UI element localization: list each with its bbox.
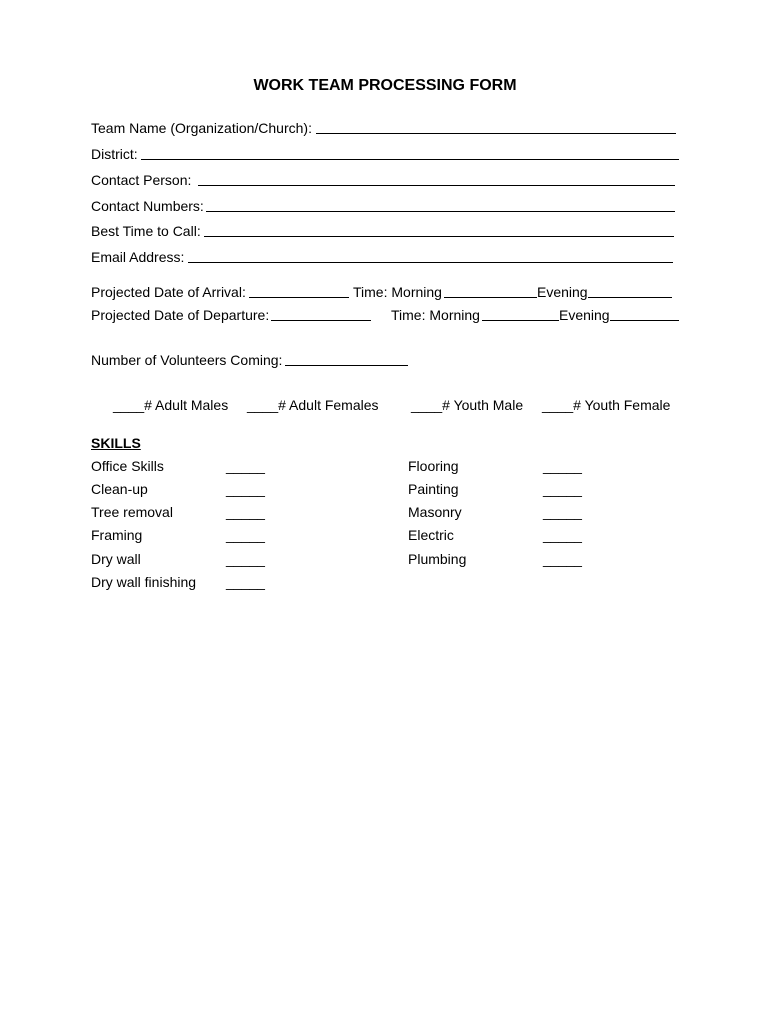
skill-label: Office Skills: [91, 458, 164, 474]
form-title: WORK TEAM PROCESSING FORM: [253, 77, 517, 94]
skill-blank[interactable]: _____: [226, 551, 265, 567]
departure-evening-field[interactable]: [610, 320, 679, 321]
email-field[interactable]: [188, 262, 673, 263]
skill-label: Masonry: [408, 504, 462, 520]
skill-label: Dry wall finishing: [91, 574, 197, 590]
email-label: Email Address:: [91, 249, 185, 265]
departure-label: Projected Date of Departure:: [91, 307, 270, 323]
skill-blank[interactable]: _____: [543, 504, 582, 520]
adult-males-field[interactable]: ____# Adult Males: [113, 397, 229, 413]
skill-label: Clean-up: [91, 481, 148, 497]
departure-evening-label: Evening: [559, 307, 610, 323]
volunteers-count-field[interactable]: [285, 365, 408, 366]
arrival-date-field[interactable]: [249, 297, 349, 298]
departure-morning-field[interactable]: [482, 320, 559, 321]
skill-label: Framing: [91, 527, 143, 543]
skill-label: Plumbing: [408, 551, 467, 567]
skill-label: Electric: [408, 527, 454, 543]
skill-label: Dry wall: [91, 551, 141, 567]
skill-blank[interactable]: _____: [543, 481, 582, 497]
youth-male-field[interactable]: ____# Youth Male: [411, 397, 524, 413]
departure-date-field[interactable]: [271, 320, 371, 321]
skill-blank[interactable]: _____: [226, 458, 265, 474]
contact-numbers-field[interactable]: [206, 211, 675, 212]
skill-blank[interactable]: _____: [543, 458, 582, 474]
skill-label: Tree removal: [91, 504, 173, 520]
skill-blank[interactable]: _____: [543, 527, 582, 543]
team-name-label: Team Name (Organization/Church):: [91, 120, 312, 136]
skill-blank[interactable]: _____: [226, 574, 265, 590]
contact-numbers-label: Contact Numbers:: [91, 198, 204, 214]
arrival-time-morning-label: Time: Morning: [353, 284, 442, 300]
arrival-morning-field[interactable]: [444, 297, 537, 298]
skill-blank[interactable]: _____: [226, 481, 265, 497]
district-label: District:: [91, 146, 138, 162]
team-name-field[interactable]: [316, 133, 676, 134]
skill-blank[interactable]: _____: [226, 504, 265, 520]
arrival-label: Projected Date of Arrival:: [91, 284, 246, 300]
best-time-field[interactable]: [204, 236, 674, 237]
skills-heading: SKILLS: [91, 435, 141, 451]
skill-label: Painting: [408, 481, 459, 497]
contact-person-field[interactable]: [198, 185, 675, 186]
skill-label: Flooring: [408, 458, 459, 474]
best-time-label: Best Time to Call:: [91, 223, 201, 239]
district-field[interactable]: [141, 159, 679, 160]
skill-blank[interactable]: _____: [226, 527, 265, 543]
youth-female-field[interactable]: ____# Youth Female: [542, 397, 671, 413]
arrival-evening-label: Evening: [537, 284, 588, 300]
contact-person-label: Contact Person:: [91, 172, 192, 188]
volunteers-label: Number of Volunteers Coming:: [91, 352, 283, 368]
departure-time-morning-label: Time: Morning: [391, 307, 480, 323]
skill-blank[interactable]: _____: [543, 551, 582, 567]
arrival-evening-field[interactable]: [588, 297, 672, 298]
adult-females-field[interactable]: ____# Adult Females: [247, 397, 379, 413]
